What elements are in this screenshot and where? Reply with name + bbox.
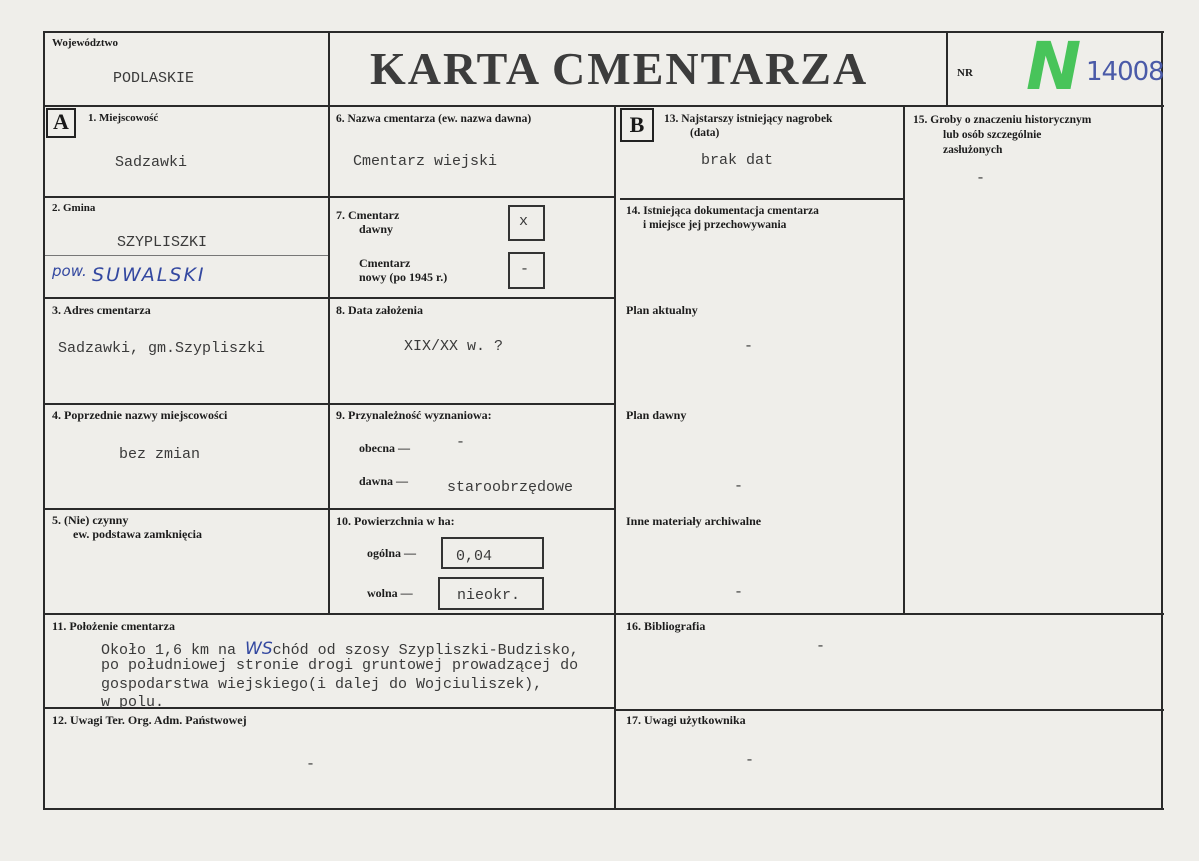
col-line-a xyxy=(328,105,330,615)
row-line-b1 xyxy=(620,198,905,200)
ogolna-box xyxy=(441,537,544,569)
row-line-4 xyxy=(43,508,616,510)
field-2-label: 2. Gmina xyxy=(52,202,96,214)
wojewodztwo-label: Województwo xyxy=(52,37,118,49)
frame-right xyxy=(1161,31,1163,810)
header-divider-1 xyxy=(328,31,330,107)
dawny-checkbox-value: x xyxy=(519,213,529,230)
field-13-sublabel: (data) xyxy=(690,127,720,139)
field-3-label: 3. Adres cmentarza xyxy=(52,303,151,317)
field-12-value: - xyxy=(306,756,316,773)
field-8-label: 8. Data założenia xyxy=(336,303,423,317)
header-bottom-line xyxy=(43,105,1164,107)
frame-top xyxy=(43,31,1164,33)
wolna-box xyxy=(438,577,544,610)
field-12-label: 12. Uwagi Ter. Org. Adm. Państwowej xyxy=(52,713,247,727)
field-11-label: 11. Położenie cmentarza xyxy=(52,619,175,633)
col-line-c xyxy=(903,105,905,615)
field-7-nowy-label: Cmentarz xyxy=(359,256,411,270)
frame-bottom xyxy=(43,808,1164,810)
plan-dawny-value: - xyxy=(734,478,744,495)
field-11-hand-correction: WS xyxy=(245,639,273,659)
row-line-2 xyxy=(43,297,616,299)
field-11-line-3: gospodarstwa wiejskiego(i dalej do Wojciuliszek), xyxy=(101,676,543,693)
row-line-6-right xyxy=(614,709,1164,711)
obecna-value: - xyxy=(456,434,466,451)
nowy-checkbox xyxy=(508,252,545,289)
nr-number: 14008 xyxy=(1086,57,1164,87)
field-15-sublabel-1: lub osób szczególnie xyxy=(943,129,1042,141)
wolna-value: nieokr. xyxy=(457,587,521,604)
field-11-line-1 xyxy=(101,639,579,659)
row-line-3 xyxy=(43,403,616,405)
field-17-value: - xyxy=(745,752,755,769)
powiat-value: SUWALSKI xyxy=(92,264,206,286)
wolna-label: wolna — xyxy=(367,586,413,600)
page-title: KARTA CMENTARZA xyxy=(370,43,869,94)
nr-letter: N xyxy=(1026,28,1082,105)
nowy-checkbox-value: - xyxy=(520,261,530,278)
dawna-label: dawna — xyxy=(359,474,409,488)
field-15-label: 15. Groby o znaczeniu historycznym xyxy=(913,114,1092,126)
inne-materialy-label: Inne materiały archiwalne xyxy=(626,514,762,528)
field-11-line-1a: Około 1,6 km na xyxy=(101,642,246,659)
field-17-label: 17. Uwagi użytkownika xyxy=(626,713,746,727)
field-14-label: 14. Istniejąca dokumentacja cmentarza xyxy=(626,205,819,217)
field-8-value: XIX/XX w. ? xyxy=(404,338,504,355)
field-15-sublabel-2: zasłużonych xyxy=(943,144,1003,156)
nr-label: NR xyxy=(957,67,973,79)
field-5-sublabel: ew. podstawa zamknięcia xyxy=(73,527,202,541)
frame-left xyxy=(43,31,45,810)
plan-aktualny-value: - xyxy=(744,338,754,355)
row-line-5 xyxy=(43,613,1164,615)
field-7-dawny-sublabel: dawny xyxy=(359,222,394,236)
row-line-1 xyxy=(43,196,616,198)
field-7-dawny-label: 7. Cmentarz xyxy=(336,208,400,222)
section-b-marker: B xyxy=(620,108,654,142)
ogolna-value: 0,04 xyxy=(456,548,493,565)
field-6-value: Cmentarz wiejski xyxy=(353,153,498,170)
powiat-prefix: pow. xyxy=(52,262,87,280)
plan-dawny-label: Plan dawny xyxy=(626,408,687,422)
field-4-label: 4. Poprzednie nazwy miejscowości xyxy=(52,408,228,422)
wojewodztwo-value: PODLASKIE xyxy=(113,70,195,87)
inne-materialy-value: - xyxy=(734,584,744,601)
field-15-value: - xyxy=(976,170,986,187)
dawny-checkbox xyxy=(508,205,545,241)
field-13-value: brak dat xyxy=(701,152,774,169)
field-11-line-2: po południowej stronie drogi gruntowej prowadzącej do xyxy=(101,657,579,674)
field-1-label: 1. Miejscowość xyxy=(88,112,159,124)
obecna-label: obecna — xyxy=(359,441,410,455)
header-divider-2 xyxy=(946,31,948,107)
field-16-value: - xyxy=(816,638,826,655)
field-7-nowy-sublabel: nowy (po 1945 r.) xyxy=(359,270,448,284)
field-4-value: bez zmian xyxy=(119,446,201,463)
field-5-label: 5. (Nie) czynny xyxy=(52,513,129,527)
field-3-value: Sadzawki, gm.Szypliszki xyxy=(58,340,266,357)
field-6-label: 6. Nazwa cmentarza (ew. nazwa dawna) xyxy=(336,113,532,125)
field-11-line-4: w polu. xyxy=(101,694,165,711)
field-1-value: Sadzawki xyxy=(115,154,188,171)
field-16-label: 16. Bibliografia xyxy=(626,619,706,633)
ogolna-label: ogólna — xyxy=(367,546,417,560)
field-2-value: SZYPLISZKI xyxy=(117,234,208,251)
field-13-label: 13. Najstarszy istniejący nagrobek xyxy=(664,113,833,125)
field-14-sublabel: i miejsce jej przechowywania xyxy=(643,219,787,231)
field-9-label: 9. Przynależność wyznaniowa: xyxy=(336,408,492,422)
dawna-value: staroobrzędowe xyxy=(447,479,574,496)
plan-aktualny-label: Plan aktualny xyxy=(626,303,698,317)
gmina-underline xyxy=(45,255,328,256)
col-line-b xyxy=(614,105,616,810)
field-11-line-1b: chód od szosy Szypliszki-Budzisko, xyxy=(272,642,579,659)
section-a-marker: A xyxy=(46,108,76,138)
field-10-label: 10. Powierzchnia w ha: xyxy=(336,514,455,528)
